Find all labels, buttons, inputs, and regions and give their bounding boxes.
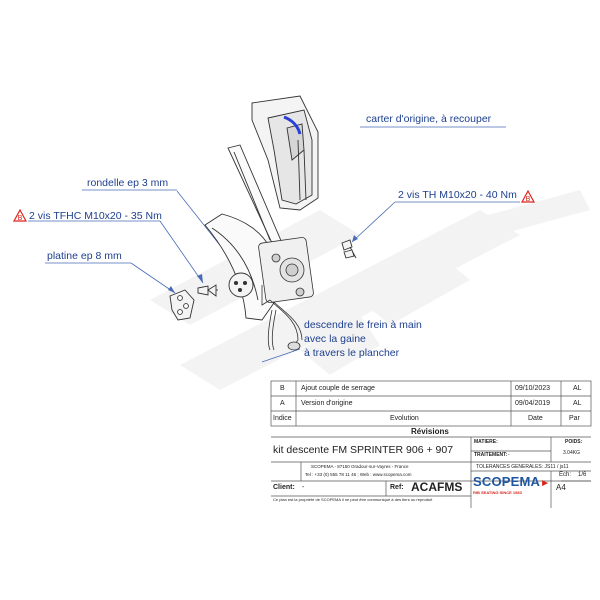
revisions-title: Révisions bbox=[411, 427, 449, 436]
rev-header-par: Par bbox=[569, 415, 580, 422]
ref-value: ACAFMS bbox=[411, 480, 463, 494]
rev-header-date: Date bbox=[528, 415, 543, 422]
rev-header-indice: Indice bbox=[273, 415, 292, 422]
callout-frein-line2: avec la gaine bbox=[304, 333, 366, 345]
scopema-logo bbox=[473, 474, 550, 495]
property-note: Ce plan est la propriété de SCOPEMA il ne peut être communiqué à des tiers ou reproduit bbox=[273, 497, 433, 502]
part-title: kit descente FM SPRINTER 906 + 907 bbox=[273, 444, 454, 456]
callout-vis-th: 2 vis TH M10x20 - 40 Nm bbox=[398, 189, 517, 201]
traitement-value: - bbox=[508, 452, 510, 458]
logo-text: SCOPEMA bbox=[473, 474, 541, 489]
callout-rondelle: rondelle ep 3 mm bbox=[87, 177, 169, 189]
company-line2: Tel : +33 (0) 555 78 11 46 ; Web : www.scopema.com bbox=[305, 472, 412, 477]
rev-par-b: AL bbox=[573, 385, 582, 392]
callout-vis-tfhc: 2 vis TFHC M10x20 - 35 Nm bbox=[29, 210, 162, 222]
rev-indice-a: A bbox=[280, 400, 285, 407]
callout-carter: carter d'origine, à recouper bbox=[366, 113, 492, 125]
rev-evolution-b: Ajout couple de serrage bbox=[301, 385, 375, 392]
rev-par-a: AL bbox=[573, 400, 582, 407]
callout-platine: platine ep 8 mm bbox=[47, 250, 122, 262]
ref-label: Ref: bbox=[390, 484, 404, 491]
company-line1: SCOPEMA - 87150 Oradour-sur-Vayres - France bbox=[311, 464, 409, 469]
client-value: - bbox=[302, 484, 305, 491]
rev-date-a: 09/04/2019 bbox=[515, 400, 551, 407]
logo-tagline: RIB SEATING SINCE 1983 bbox=[473, 490, 522, 495]
poids-label: POIDS: bbox=[565, 439, 583, 445]
matiere-label: MATIERE: bbox=[474, 439, 498, 445]
traitement-label: TRAITEMENT: bbox=[474, 452, 508, 458]
logo-arrow-icon: ► bbox=[540, 478, 551, 489]
format-value: A4 bbox=[556, 483, 566, 492]
echelle-label: Ech: bbox=[559, 472, 572, 478]
rev-date-b: 09/10/2023 bbox=[515, 385, 551, 392]
client-label: Client: bbox=[273, 484, 295, 491]
rev-header-evolution: Evolution bbox=[390, 415, 419, 422]
echelle-value: 1/6 bbox=[578, 472, 587, 478]
callout-frein-line1: descendre le frein à main bbox=[304, 319, 422, 331]
rev-indice-b: B bbox=[280, 385, 285, 392]
tolerances: TOLERANCES GENERALES: JS11 / js11 bbox=[476, 464, 569, 470]
poids-value: 3.04KG bbox=[563, 450, 580, 456]
callout-frein-line3: à travers le plancher bbox=[304, 347, 400, 359]
svg-text:B: B bbox=[525, 196, 531, 203]
rev-evolution-a: Version d'origine bbox=[301, 400, 353, 407]
svg-text:B: B bbox=[17, 215, 23, 222]
